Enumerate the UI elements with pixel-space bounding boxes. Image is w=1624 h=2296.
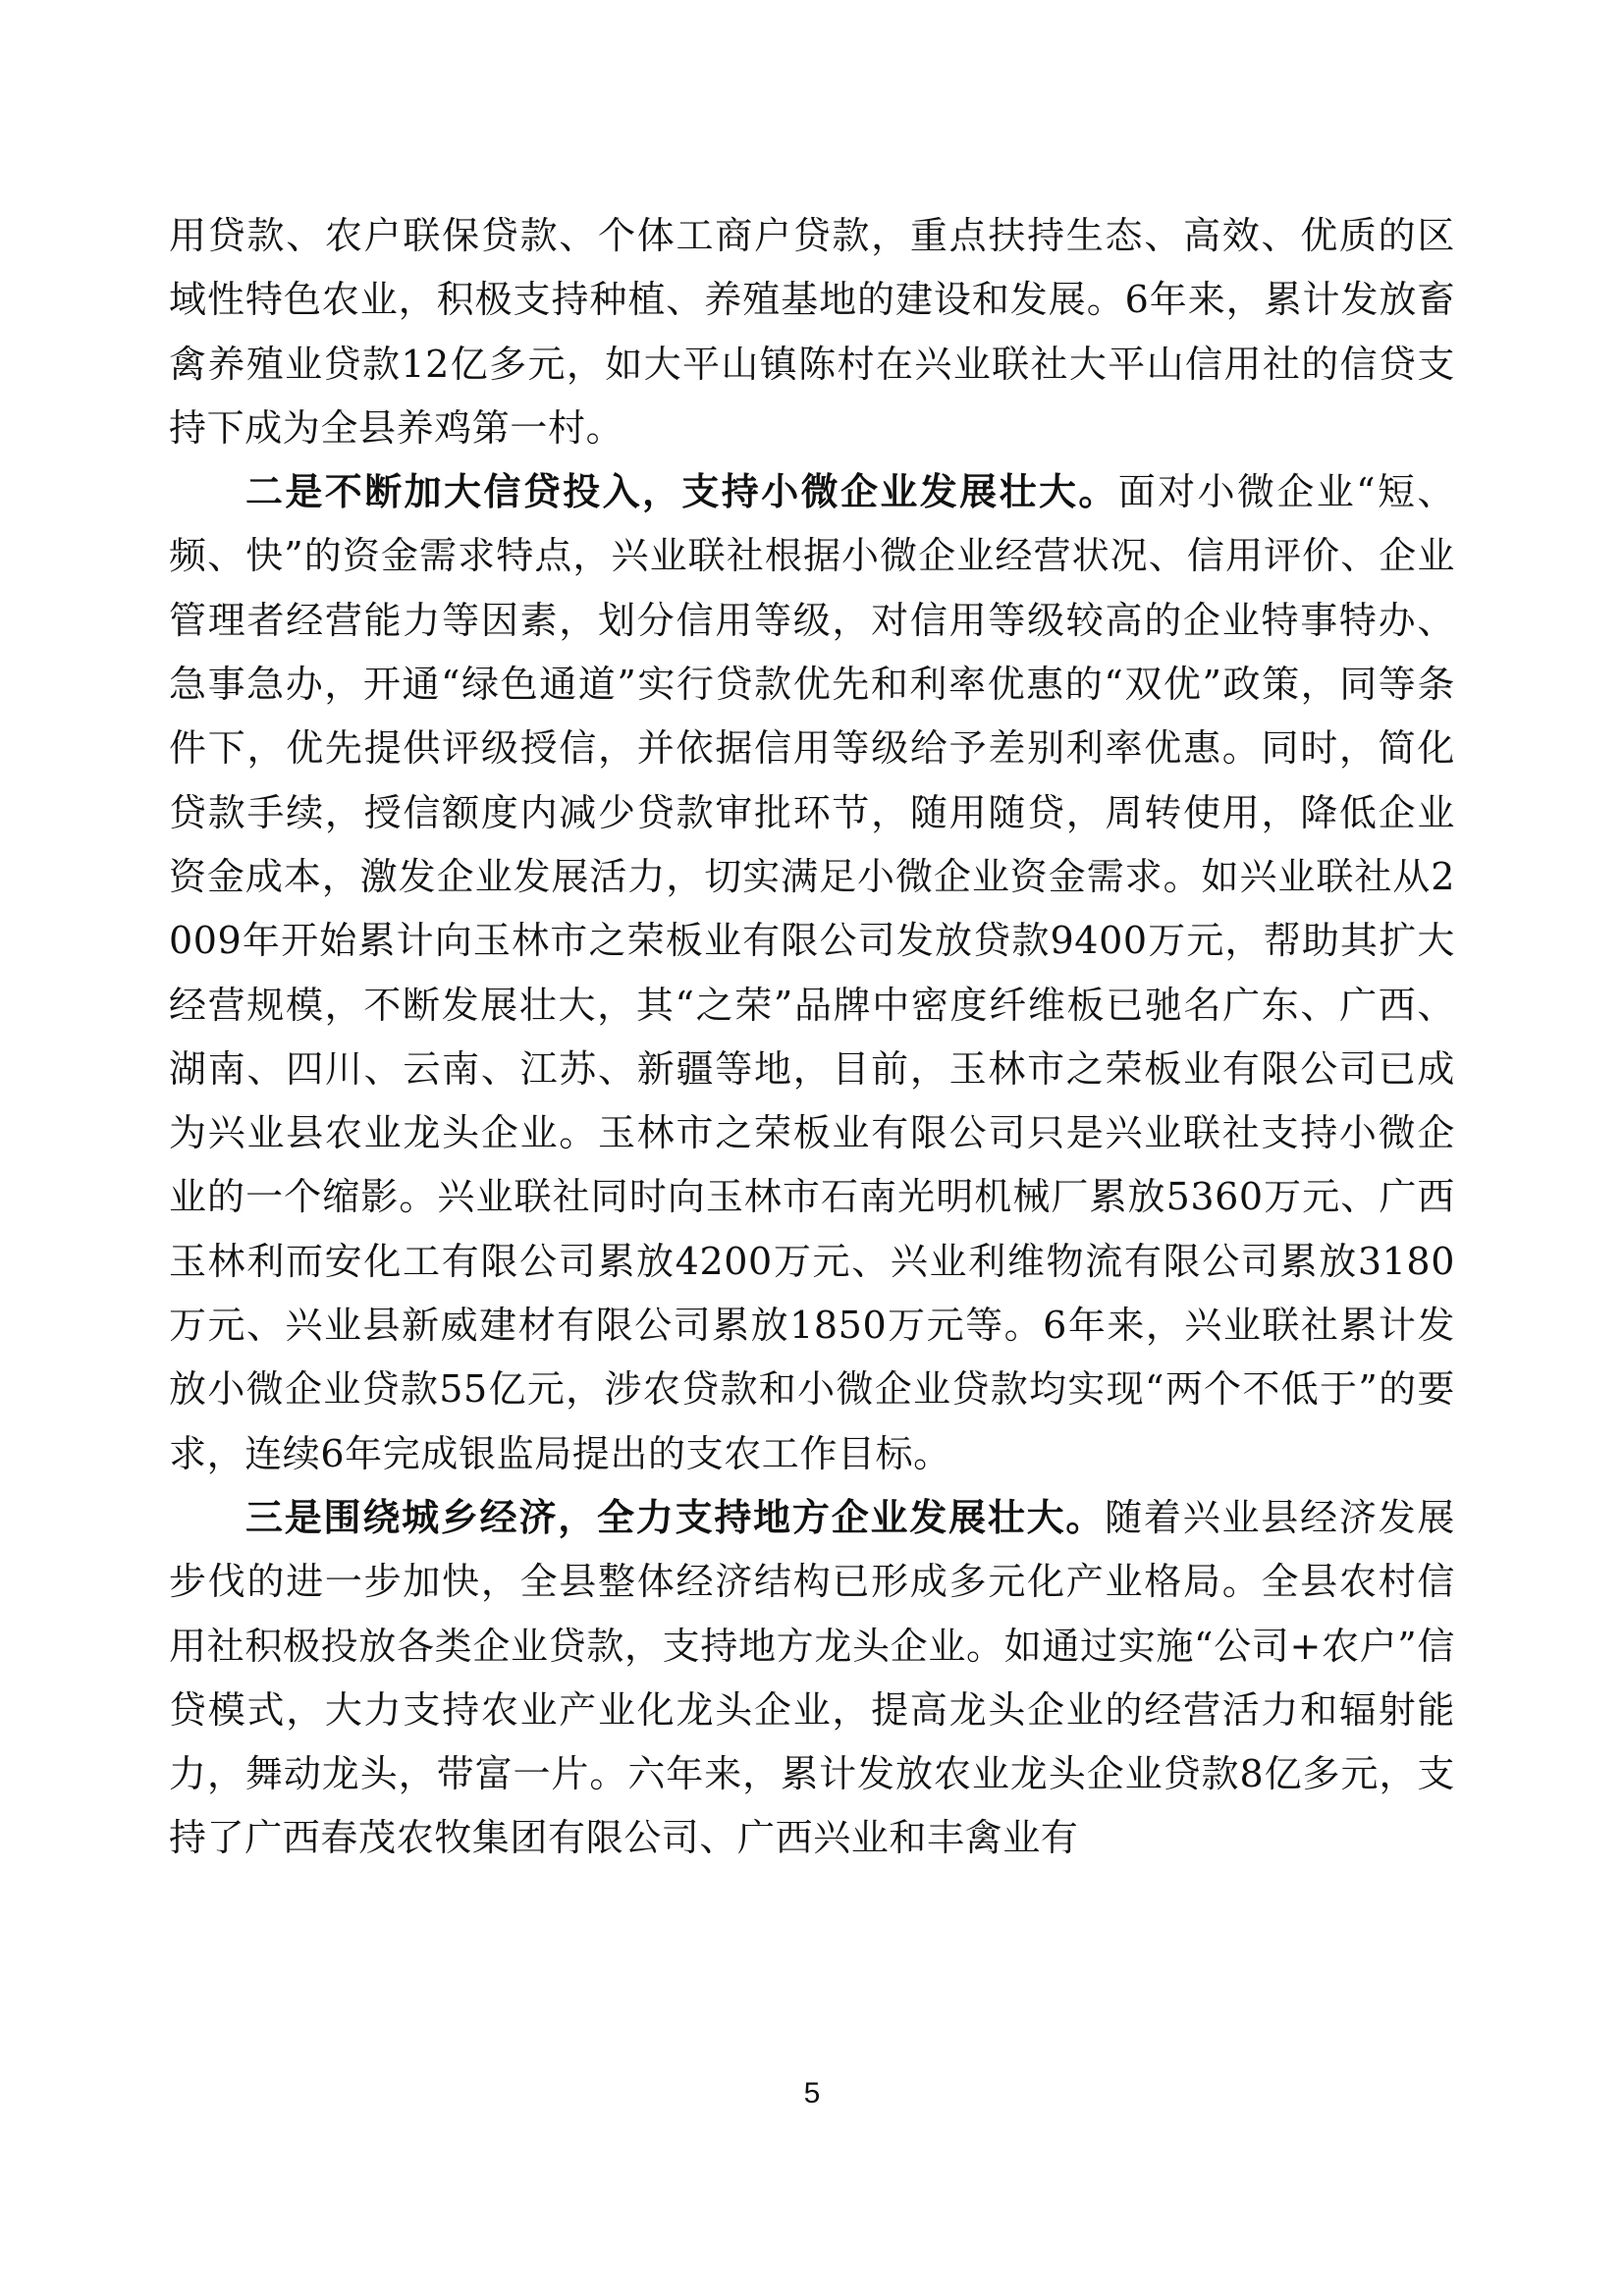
paragraph-3-lead: 三是围绕城乡经济，全力支持地方企业发展壮大。 xyxy=(245,1495,1106,1539)
paragraph-1 xyxy=(169,204,1455,460)
paragraph-2-lead: 二是不断加大信贷投入，支持小微企业发展壮大。 xyxy=(245,470,1118,514)
paragraph-2-text: 面对小微企业“短、频、快”的资金需求特点，兴业联社根据小微企业经营状况、信用评价、企业管理者经营能力等因素，划分信用等级，对信用等级较高的企业特事特办、急事急办，开通“绿色通道”实行贷款优先和利率优惠的“双优”政策，同等条件下，优先提供评级授信，并依据信用等级给予差别利率优惠。同时，简化贷款手续，授信额度内减少贷款审批环节，随用随贷，周转使用，降低企业资金成本，激发企业发展活力，切实满足小微企业资金需求。如兴业联社从2009年开始累计向玉林市之荣板业有限公司发放贷款9400万元，帮助其扩大经营规模，不断发展壮大，其“之荣”品牌中密度纤维板已驰名广东、广西、湖南、四川、云南、江苏、新疆等地，目前，玉林市之荣板业有限公司已成为兴业县农业龙头企业。玉林市之荣板业有限公司只是兴业联社支持小微企业的一个缩影。兴业联社同时向玉林市石南光明机械厂累放5360万元、广西玉林利而安化工有限公司累放4200万元、兴业利维物流有限公司累放3180万元、兴业县新威建材有限公司累放1850万元等。6年来，兴业联社累计发放小微企业贷款55亿元，涉农贷款和小微企业贷款均实现“两个不低于”的要求，连续6年完成银监局提出的支农工作目标。 xyxy=(169,470,1456,1475)
page-number: 5 xyxy=(803,2077,821,2109)
paragraph-3-text: 随着兴业县经济发展步伐的进一步加快，全县整体经济结构已形成多元化产业格局。全县农村信用社积极投放各类企业贷款，支持地方龙头企业。如通过实施“公司+农户”信贷模式，大力支持农业产业化龙头企业，提高龙头企业的经营活力和辐射能力，舞动龙头，带富一片。六年来，累计发放农业龙头企业贷款8亿多元，支持了广西春茂农牧集团有限公司、广西兴业和丰禽业有 xyxy=(169,1495,1455,1860)
paragraph-2 xyxy=(169,460,1455,1486)
paragraph-3 xyxy=(169,1486,1455,1871)
body-text xyxy=(169,204,1455,1871)
paragraph-1-text: 用贷款、农户联保贷款、个体工商户贷款，重点扶持生态、高效、优质的区域性特色农业，积极支持种植、养殖基地的建设和发展。6年来，累计发放畜禽养殖业贷款12亿多元，如大平山镇陈村在兴业联社大平山信用社的信贷支持下成为全县养鸡第一村。 xyxy=(169,214,1455,450)
